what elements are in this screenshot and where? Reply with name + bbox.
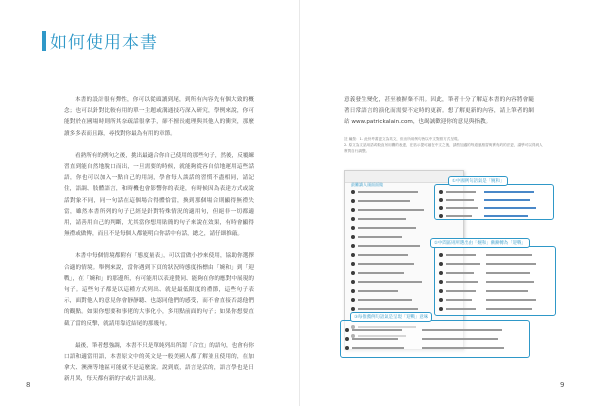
paragraph: 意義發生變化，甚至被摒棄不用。因此，筆者十分了解這本書的內容將會隨著日常語言的演化而需要不定時的更新。想了解更新的內容，請上筆者的網站 www.patrickalain.com，也竭誠歡迎你的意見與指教。 <box>344 97 534 126</box>
note-line: 2. 原文為文話用語或較直吊用關的表達，在括示提可融在中文之後，請酌加適的每道風格習與實有約的法更，讓學可以得到人實質自行調整。 <box>344 143 543 153</box>
page-title: 如何使用本書 <box>50 33 158 53</box>
example-figure <box>344 160 594 360</box>
editor-notes <box>344 136 544 154</box>
title-accent-bar <box>42 31 46 51</box>
figure-zoom-middle <box>434 246 556 316</box>
callout-bottom: ③每推薦例句語氣是呈現「迎戰」意味 <box>350 312 432 322</box>
paragraph: 本書中每個情境都附有「態度量表」，可以當做小抄來使用，協助你選擇合適的情境。舉例來說，當你遇到下頁的狀況時態度指標由「婉和」到「迎戰」，在「婉和」的那邊所，有可能用以表達贊同、能夠在你的應對中展現的句子。這些句子都是以這種方式列出、就是最低限度的禮節，這些句子表示，面對他人的意見你會靜靜聽、也認同他們的感受，而不會直接否認他們的觀點。如果你想要和事佬的大事化小，多用點前面的句子；如果你想要直截了當的反擊，就請用靠近結尾的那幾句。 <box>64 253 254 327</box>
figure-zoom-top <box>434 184 554 220</box>
callout-middle: ②中間區則所選出由「婉和」漸漸轉為「迎戰」 <box>430 238 530 248</box>
right-page <box>300 0 600 406</box>
figure-screenshot-header <box>345 171 463 187</box>
callout-top: ①中國例句語氣是「婉和」 <box>448 176 508 186</box>
chapter-title-block <box>42 28 158 53</box>
figure-zoom-bottom <box>340 320 530 358</box>
page-number-right: 9 <box>560 381 565 389</box>
paragraph: 本書的設計很有彈性，你可以從頭讀到尾，到所有內容先有個大致的概念；也可以針對比較有用的單一主題或溝通技巧深入研究，學例來說，你可能對於在國場時則所其奈疏話很拿手，卻不擅長處理與其他人的衝突，那麼讀多多表而且錄，尋找對你最為有用的章節。 <box>64 97 254 137</box>
paragraph: 看熟所有的例句之後，挑出最適合你自己使用的那些句子，然後，反覆練習直到能自然地脫口而出，一旦需要的時候，就能夠從容自信地運用這些話語，你也可以加入一點自己的用詞，學會每人談話的習慣不盡相同，請記住，語調、肢體語言，和時機也會影響你的表達，有時候因為表達方式或說話對象不同，同一句話在這個場合得體恰當，換到那個場合則顯得無禮失當，雖然本書所列的句子已經是針對特殊情況的適用句，但絕非一切都適用，請善用自己的判斷，尤其當你想用貼簡的句子來說在效果，有時會顯得無禮或做傳，而且不是每個人都能明白你話中有話，總之，請仔細推敲。 <box>64 152 255 238</box>
page-number-left: 8 <box>26 381 31 389</box>
right-body-text <box>344 95 534 140</box>
left-body-text <box>64 95 254 397</box>
figure-header-label: 最難讀人頭面面做 <box>351 182 383 187</box>
paragraph: 最後，筆者想強調，本書不只是單純列出所謂「合宜」的語句，也會有你口語和適當用語，本書原文中的英文是一般美國人都了解並且使用的，在加拿大、澳洲等地區可能就不是這麼說。說到底，語言是活的，語言學也是日新月異，每天都有新的字或片語出現。 <box>64 342 255 383</box>
note-line: 註 編按：1. 此份考書更文為英文，但出所用例句皆以中文對照方式呈現。 <box>344 137 462 141</box>
